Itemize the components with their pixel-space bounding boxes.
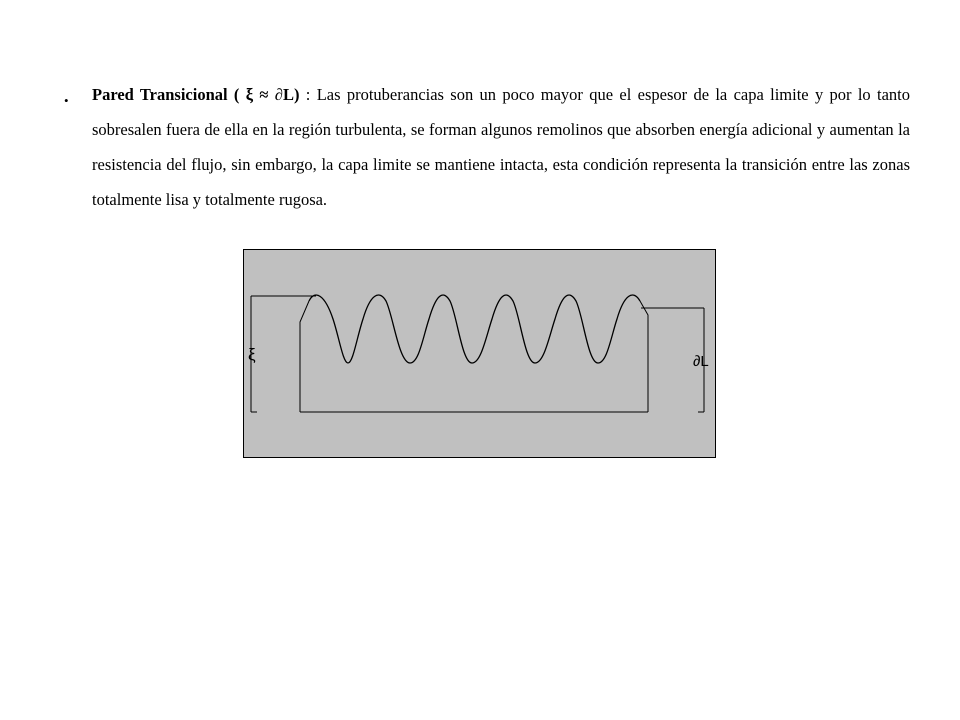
bullet-paragraph bbox=[92, 77, 910, 217]
delta-l-label: ∂L bbox=[693, 353, 709, 370]
transitional-wall-diagram bbox=[243, 249, 716, 458]
diagram-frame bbox=[244, 250, 716, 458]
bullet-marker: • bbox=[64, 93, 69, 108]
xi-label: ξ bbox=[248, 345, 256, 364]
paragraph-text: Las protuberancias son un poco mayor que el espesor de la capa limite y por lo tanto sobresalen fuera de ella en la región turbulenta, se forman algunos remolinos que absorben energía adicional y aumentan la resistencia del flujo, sin embargo, la capa limite se mantiene intacta, esta condición representa la transición entre las zonas totalmente lisa y totalmente rugosa. bbox=[92, 85, 910, 209]
term-heading: Pared Transicional ( ξ ≈ ∂L) bbox=[92, 85, 300, 104]
diagram-canvas bbox=[243, 249, 716, 458]
term-separator: : bbox=[299, 85, 317, 104]
